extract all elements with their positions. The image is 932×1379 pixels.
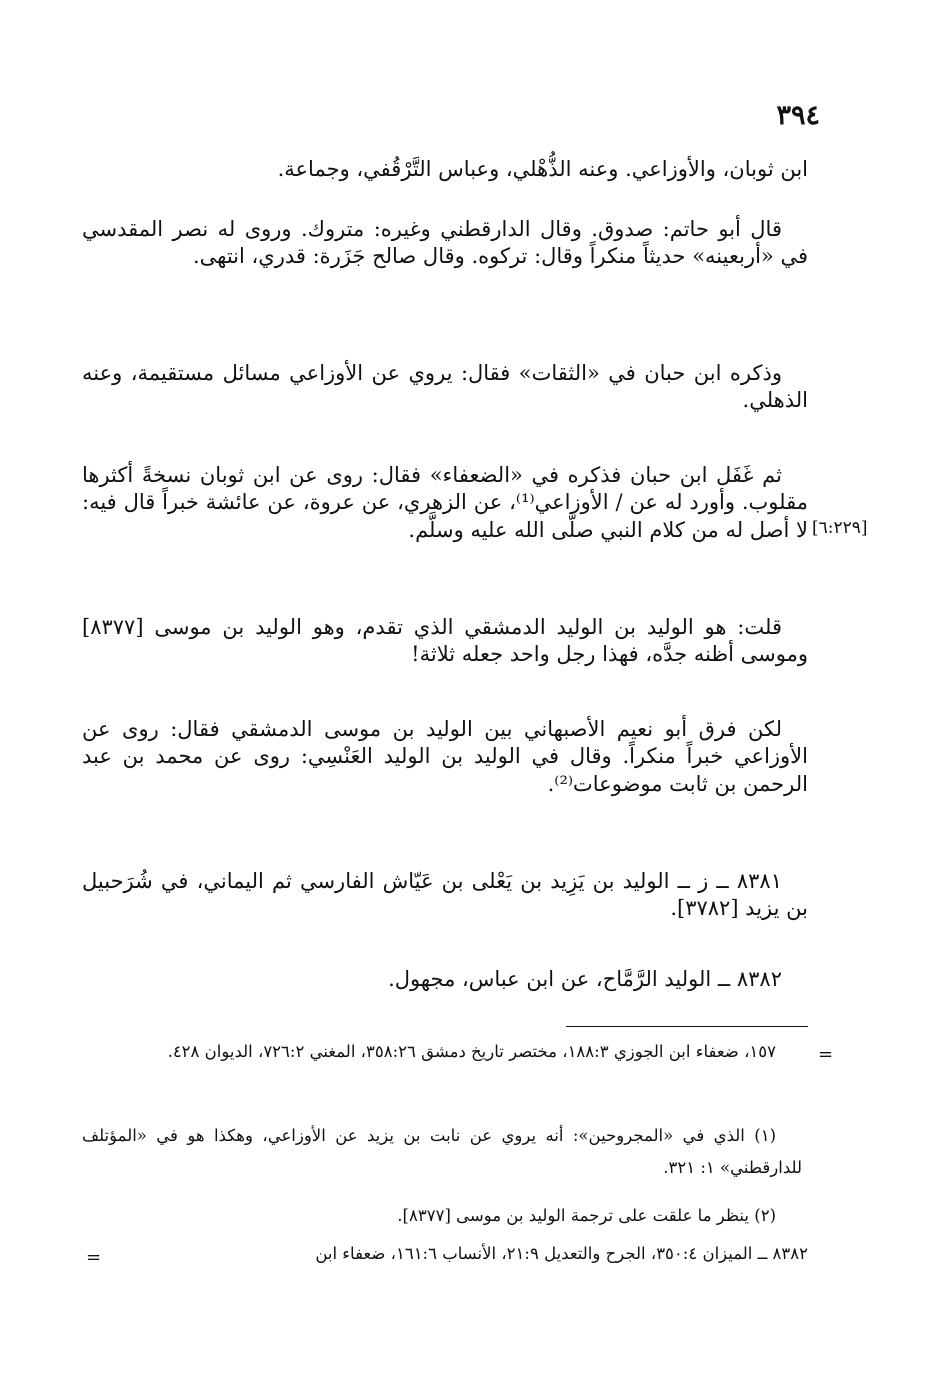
paragraph-6: لكن فرق أبو نعيم الأصبهاني بين الوليد بن موسى الدمشقي فقال: روى عن الأوزاعي خبراً منكراً. وقال في الوليد بن الوليد العَنْسِي: روى عن محمد بن عبد الرحمن بن ثابت موضوعات⁽²⁾.: [82, 717, 808, 796]
margin-reference: [٦:٢٢٩]: [812, 518, 868, 538]
paragraph-1: ابن ثوبان، والأوزاعي. وعنه الذُّهْلي، وعباس التَّرْقُفي، وجماعة.: [277, 157, 808, 181]
entry-8381: ٨٣٨١ ــ ز ــ الوليد بن يَزِيد بن يَعْلى بن عَيّاش الفارسي ثم اليماني، في شُرَحبيل بن يزيد [٣٧٨٢].: [82, 869, 808, 921]
entry-8382: ٨٣٨٢ ــ الوليد الرَّمَّاح، عن ابن عباس، مجهول.: [388, 967, 782, 991]
footnote-rule: [566, 1026, 808, 1027]
footnote-continuation-mark: =: [818, 1044, 834, 1065]
footnote-end-mark: =: [86, 1247, 102, 1268]
page-number: ٣٩٤: [776, 100, 820, 131]
paragraph-5: قلت: هو الوليد بن الوليد الدمشقي الذي تقدم، وهو الوليد بن موسى [٨٣٧٧] وموسى أظنه جدَّه، فهذا رجل واحد جعله ثلاثة!: [82, 615, 808, 667]
footnote-lead: ١٥٧، ضعفاء ابن الجوزي ١٨٨:٣، مختصر تاريخ دمشق ٣٥٨:٢٦، المغني ٧٢٦:٢، الديوان ٤٢٨.: [167, 1042, 776, 1061]
footnote-2: (٢) ينظر ما علقت على ترجمة الوليد بن موسى [٨٣٧٧].: [397, 1206, 776, 1225]
paragraph-2: قال أبو حاتم: صدوق. وقال الدارقطني وغيره: متروك. وروى له نصر المقدسي في «أربعينه» حديثاً منكراً وقال: تركوه. وقال صالح جَزَرة: قدري، انتهى.: [82, 217, 808, 269]
footnote-1: (١) الذي في «المجروحين»: أنه يروي عن نابت بن يزيد عن الأوزاعي، وهكذا هو في «المؤتلف للدارقطني» ١: ٣٢١.: [82, 1126, 802, 1178]
paragraph-3: وذكره ابن حبان في «الثقات» فقال: يروي عن الأوزاعي مسائل مستقيمة، وعنه الذهلي.: [82, 361, 808, 413]
footnote-entry-8382: ٨٣٨٢ ــ الميزان ٣٥٠:٤، الجرح والتعديل ٢١:٩، الأنساب ١٦١:٦، ضعفاء ابن: [315, 1244, 808, 1263]
paragraph-4: ثم غَفَل ابن حبان فذكره في «الضعفاء» فقال: روى عن ابن ثوبان نسخةً أكثرها مقلوب. وأورد له عن / الأوزاعي⁽¹⁾، عن الزهري، عن عروة، عن عائشة خبراً قال فيه: لا أصل له من كلام النبي صلَّى الله عليه وسلَّم.: [82, 463, 808, 542]
